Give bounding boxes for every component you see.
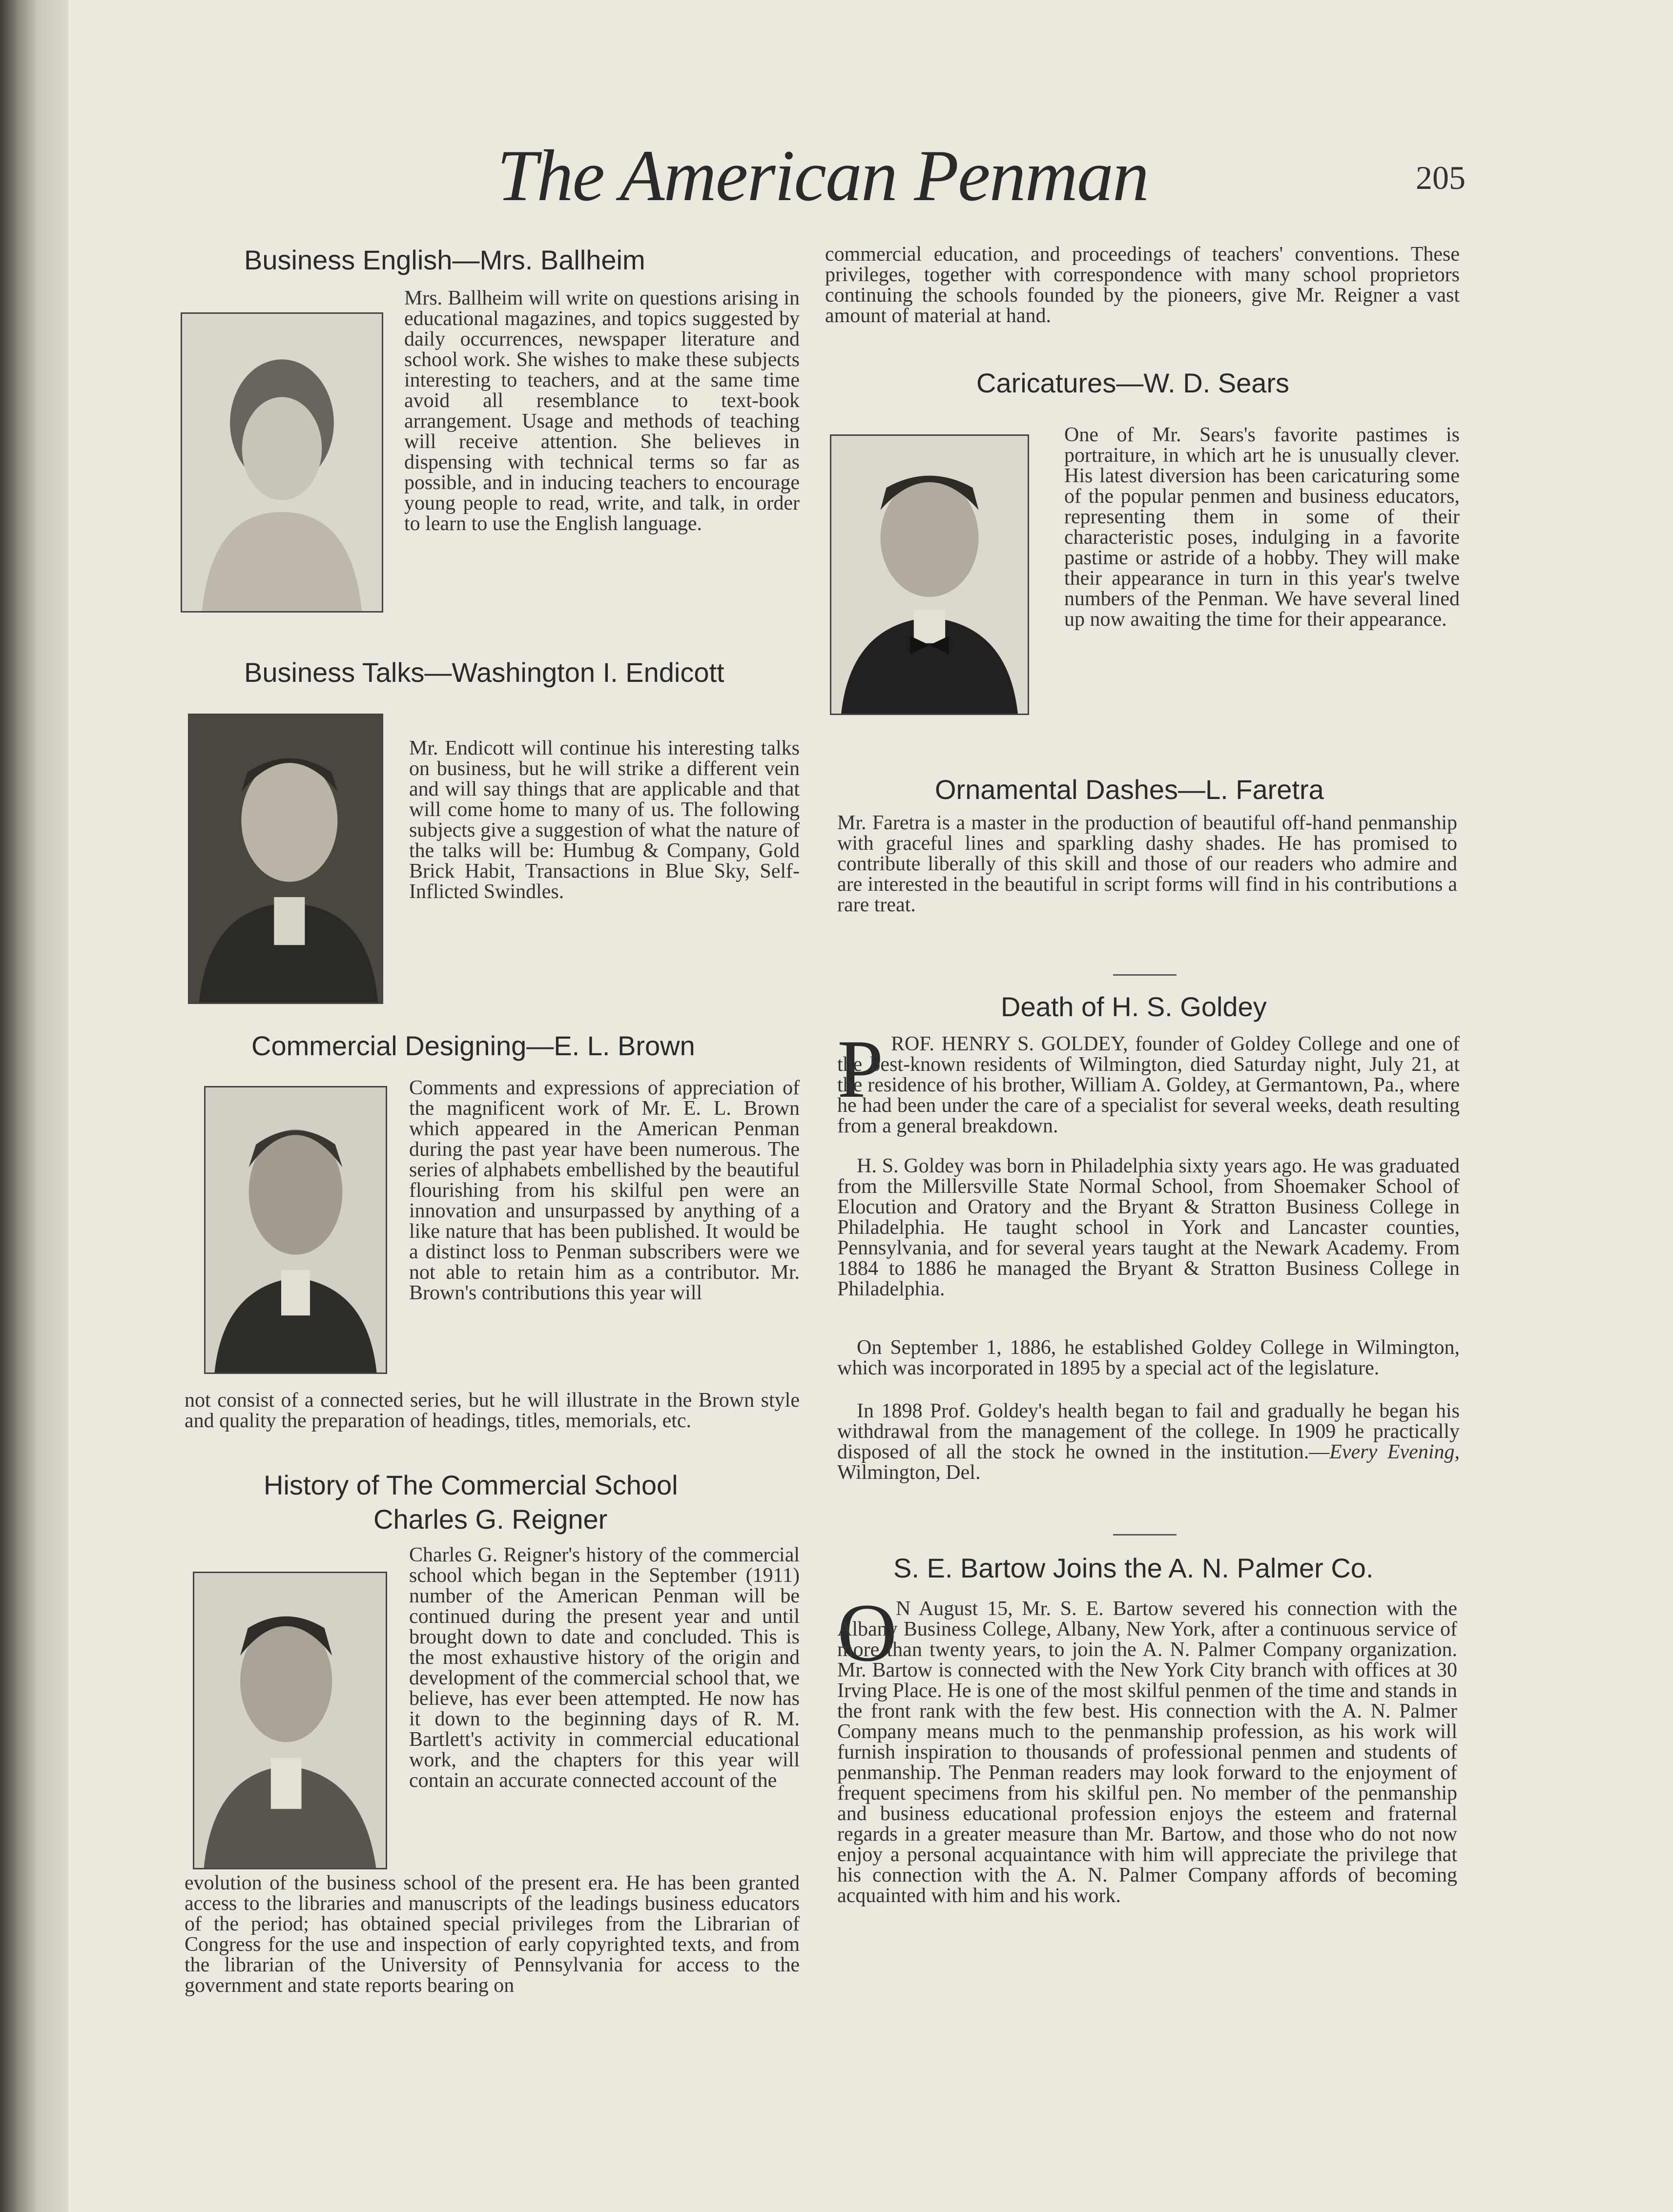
text-goldey-p4-main: In 1898 Prof. Goldey's health began to fail and gradually he began his withdrawal from the management of the college. In 1909 he practically disposed of all the stock he owned in the institution.—	[837, 1400, 1460, 1463]
heading-faretra: Ornamental Dashes—L. Faretra	[935, 774, 1324, 805]
text-brown-full: not consist of a connected series, but he will illustrate in the Brown style and quality the preparation of headings, titles, memorials, etc.	[185, 1389, 800, 1432]
heading-sears: Caricatures—W. D. Sears	[976, 368, 1290, 398]
dropcap-bartow: O	[837, 1587, 897, 1679]
text-goldey-p4-source: Every Evening,	[1329, 1441, 1460, 1463]
text-sears: One of Mr. Sears's favorite pastimes is portraiture, in which art he is unusually clever. His latest diversion has been caricaturing some of the popular penmen and business educators, representing them in some of their characteristic poses, indulging in a favorite pastime or astride of a hobby. They will make their appearance in turn in this year's twelve numbers of the Penman. We have several lined up now awaiting the time for their appearance.	[1064, 424, 1460, 631]
section-divider	[1113, 974, 1177, 976]
page-number: 205	[1416, 159, 1466, 196]
heading-brown: Commercial Designing—E. L. Brown	[251, 1030, 695, 1061]
heading-reigner-1: History of The Commercial School	[264, 1470, 678, 1500]
text-reigner-full: evolution of the business school of the present era. He has been granted access to the libraries and manuscripts of the leadings business educators of the period; has obtained special privileges from the Librarian of Congress for the use and inspection of early copyrighted texts, and from the librarian of the University of Pennsylvania for access to the government and state reports bearing on	[185, 1872, 800, 1997]
portrait-ballheim-image	[182, 314, 382, 611]
portrait-brown	[204, 1086, 387, 1374]
portrait-sears-image	[831, 436, 1028, 714]
masthead-title: The American Penman	[497, 135, 1148, 216]
portrait-endicott-image	[189, 715, 382, 1003]
text-reigner-continued: commercial education, and proceedings of teachers' conventions. These privileges, together with correspondence with many school proprietors continuing the schools founded by the pioneers, give Mr. Reigner a vast amount of material at hand.	[825, 243, 1460, 327]
section-divider-2	[1113, 1534, 1177, 1536]
portrait-sears	[830, 434, 1029, 715]
heading-ballheim: Business English—Mrs. Ballheim	[244, 245, 645, 275]
portrait-endicott	[188, 714, 383, 1004]
text-faretra: Mr. Faretra is a master in the production of beautiful off-hand penmanship with graceful lines and sparkling dashy shades. He has promised to contribute liberally of this skill and those of our readers who admire and are interested in the beautiful in script forms will find in his contributions a rare treat.	[837, 812, 1457, 916]
heading-endicott: Business Talks—Washington I. Endicott	[244, 657, 724, 688]
text-goldey-p4-tail: Wilmington, Del.	[837, 1461, 981, 1484]
masthead-logo	[420, 135, 1225, 216]
text-goldey-p2: H. S. Goldey was born in Philadelphia sixty years ago. He was graduated from the Millersville State Normal School, from Shoemaker School of Elocution and Oratory and the Bryant & Stratton Business College in Philadelphia. He taught school in York and Lancaster counties, Pennsylvania, and for several years taught at the Newark Academy. From 1884 to 1886 he managed the Bryant & Stratton Business College in Philadelphia.	[837, 1155, 1460, 1300]
text-ballheim: Mrs. Ballheim will write on questions arising in educational magazines, and topics suggested by daily occurrences, newspaper literature and school work. She wishes to make these subjects interesting to teachers, and at the same time avoid all resemblance to text-book arrangement. Usage and methods of teaching will receive attention. She believes in dispensing with technical terms so far as possible, and in inducing teachers to encourage young people to read, write, and talk, in order to learn to use the English language.	[404, 287, 800, 535]
text-endicott: Mr. Endicott will continue his interesting talks on business, but he will strike a different vein and will say things that are applicable and that will come home to many of us. The following subjects give a suggestion of what the nature of the talks will be: Humbug & Company, Gold Brick Habit, Transactions in Blue Sky, Self-Inflicted Swindles.	[409, 737, 800, 903]
text-goldey-p4	[837, 1401, 1460, 1483]
book-binding	[0, 0, 68, 2212]
portrait-reigner-image	[194, 1573, 386, 1868]
heading-goldey: Death of H. S. Goldey	[1001, 991, 1267, 1022]
dropcap-goldey: P	[837, 1023, 884, 1115]
text-goldey-p1: ROF. HENRY S. GOLDEY, founder of Goldey College and one of the best-known residents of Wilmington, died Saturday night, July 21, at the residence of his brother, William A. Goldey, at Germantown, Pa., where he had been under the care of a specialist for several weeks, death resulting from a general breakdown.	[837, 1033, 1460, 1137]
text-goldey-p3: On September 1, 1886, he established Goldey College in Wilmington, which was incorporated in 1895 by a special act of the legislature.	[837, 1336, 1460, 1379]
heading-reigner-2: Charles G. Reigner	[373, 1504, 608, 1535]
text-reigner-side: Charles G. Reigner's history of the commercial school which began in the September (1911) number of the American Penman will be continued during the present year and until brought down to date and concluded. This is the most exhaustive history of the origin and development of the commercial school that, we believe, has ever been attempted. He now has it down to the beginning days of R. M. Bartlett's activity in commercial educational work, and the chapters for this year will contain an accurate connected account of the	[409, 1544, 800, 1792]
heading-bartow: S. E. Bartow Joins the A. N. Palmer Co.	[893, 1553, 1374, 1583]
text-bartow: N August 15, Mr. S. E. Bartow severed his connection with the Albany Business College, Albany, New York, after a continuous service of more than twenty years, to join the A. N. Palmer Company organization. Mr. Bartow is connected with the New York City branch with offices at 30 Irving Place. He is one of the most skilful penmen of the time and stands in the front rank with the few best. His connection with the A. N. Palmer Company means much to the penmanship profession, as his work will furnish inspiration to thousands of professional penmen and students of penmanship. The Penman readers may look forward to the enjoyment of frequent specimens from his skilful pen. No member of the penmanship and business educational profession enjoys the esteem and fraternal regards in a greater measure than Mr. Bartow, and those who do not now enjoy a personal acquaintance with him will appreciate the privilege that his connection with the A. N. Palmer Company affords of becoming acquainted with him and his work.	[837, 1598, 1457, 1907]
portrait-ballheim	[181, 312, 383, 613]
portrait-brown-image	[206, 1087, 386, 1372]
text-brown-side: Comments and expressions of appreciation of the magnificent work of Mr. E. L. Brown which appeared in the American Penman during the past year have been numerous. The series of alphabets embellished by the beautiful flourishing from his skilful pen were an innovation and unsurpassed by anything of a like nature that has been published. It would be a distinct loss to Penman subscribers were we not able to retain him as a contributor. Mr. Brown's contributions this year will	[409, 1077, 800, 1304]
portrait-reigner	[193, 1572, 387, 1869]
